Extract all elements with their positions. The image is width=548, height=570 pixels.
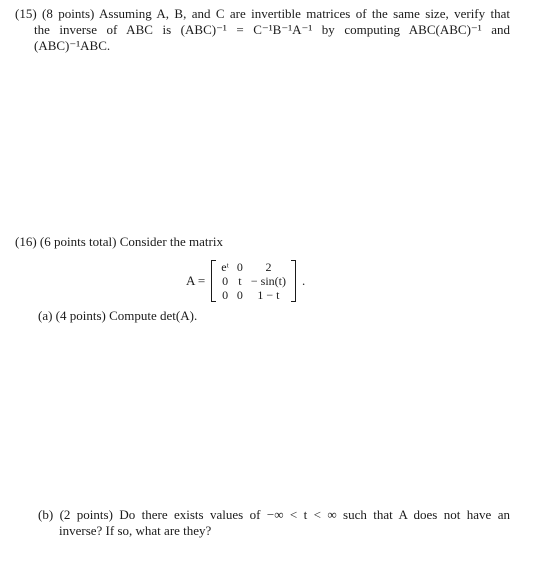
matrix-cell: t [238,274,242,288]
matrix-cell: 2 [265,260,272,274]
matrix-row [217,260,290,274]
matrix-period: . [302,273,306,288]
matrix-cell: 1 − t [257,288,280,302]
matrix-table [217,260,290,302]
matrix-cell: − sin(t) [250,274,286,288]
matrix-cell: 0 [236,288,243,302]
matrix-brackets [211,260,296,302]
matrix-cell: 0 [222,274,229,288]
question-16-part-b [38,507,510,539]
matrix-cell: 0 [236,260,243,274]
question-15-line-2: the inverse of ABC is (ABC)⁻¹ = C⁻¹B⁻¹A⁻¹ by computing ABC(ABC)⁻¹ and [34,22,510,37]
matrix-row [217,288,290,302]
matrix-cell: 0 [222,288,229,302]
matrix-row [217,274,290,288]
matrix-label: A = [186,273,206,288]
question-15-line-1: (15) (8 points) Assuming A, B, and C are invertible matrices of the same size, verify that [15,6,510,21]
matrix-cell: eᵗ [221,260,229,274]
question-15 [15,6,510,54]
question-15-line-3: (ABC)⁻¹ABC. [34,38,111,53]
part-b-line-2: inverse? If so, what are they? [59,523,212,538]
question-16-intro: (16) (6 points total) Consider the matrix [15,234,223,249]
matrix-a [186,258,305,304]
question-16-part-a: (a) (4 points) Compute det(A). [38,308,198,323]
part-b-line-1: (b) (2 points) Do there exists values of −∞ < t < ∞ such that A does not have an [38,507,510,522]
